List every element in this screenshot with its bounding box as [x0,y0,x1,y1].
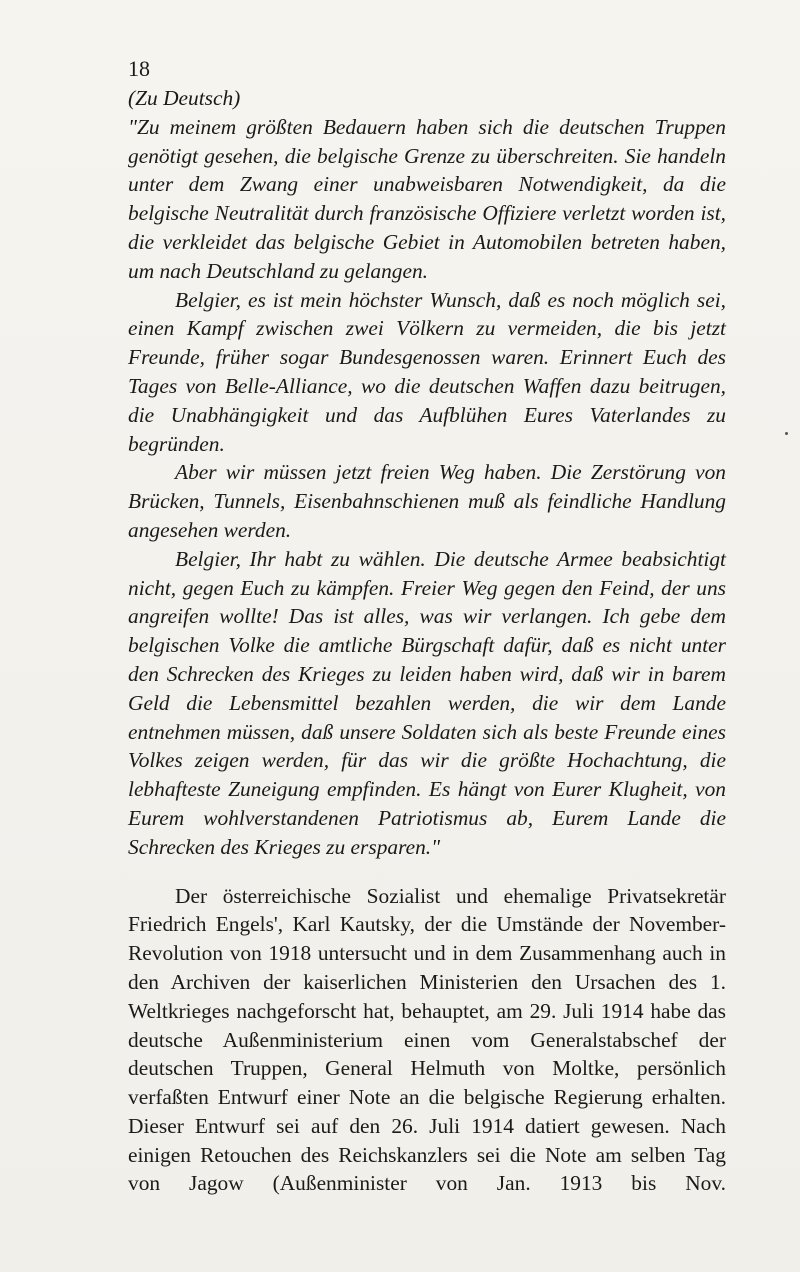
quote-paragraph-4: Belgier, Ihr habt zu wählen. Die deutsche Armee beabsichtigt nicht, gegen Euch zu kämpfen. Freier Weg gegen den Feind, der uns angreifen wollte! Das ist alles, was wir verlangen. Ich gebe dem belgischen Volke die amtliche Bürgschaft dafür, daß es nicht unter den Schrecken des Krieges zu leiden haben wird, daß wir in barem Geld die Lebensmittel bezahlen werden, die wir dem Lande entnehmen müssen, daß unsere Soldaten sich als beste Freunde eines Volkes zeigen werden, für das wir die größte Hochachtung, die lebhafteste Zuneigung empfinden. Es hängt von Eurer Klugheit, von Eurem wohlverstandenen Patriotismus ab, Eurem Lande die Schrecken des Krieges zu ersparen." [128,546,726,859]
quote-heading: (Zu Deutsch) [128,86,241,110]
page-text [128,84,726,1198]
quote-paragraph-1: "Zu meinem größten Bedauern haben sich die deutschen Truppen genötigt gesehen, die belgische Grenze zu überschreiten. Sie handeln unter dem Zwang einer unabweisbaren Notwendigkeit, da die belgische Neutralität durch französische Offiziere verletzt worden ist, die verkleidet das belgische Gebiet in Automobilen betreten haben, um nach Deutschland zu gelangen. [128,114,726,283]
quote-paragraph-3: Aber wir müssen jetzt freien Weg haben. Die Zerstörung von Brücken, Tunnels, Eisenbahnschienen muß als feindliche Handlung angesehen werden. [128,460,726,542]
body-paragraph: Der österreichische Sozialist und ehemalige Privatsekretär Friedrich Engels', Karl Kautsky, der die Umstände der November-Revolution von 1918 untersucht und in dem Zusammenhang auch in den Archiven der kaiserlichen Ministerien den Ursachen des 1. Weltkrieges nachgeforscht hat, behauptet, am 29. Juli 1914 habe das deutsche Außenministerium einen vom Generalstabschef der deutschen Truppen, General Helmuth von Moltke, persönlich verfaßten Entwurf einer Note an die belgische Regierung erhalten. Dieser Entwurf sei auf den 26. Juli 1914 datiert gewesen. Nach einigen Retouchen des Reichskanzlers sei die Note am selben Tag von Jagow (Außenminister von Jan. 1913 bis Nov. [128,883,726,1196]
margin-speck [785,432,788,435]
page-number: 18 [128,56,150,81]
quote-paragraph-2: Belgier, es ist mein höchster Wunsch, daß es noch möglich sei, einen Kampf zwischen zwei Völkern zu vermeiden, die bis jetzt Freunde, früher sogar Bundesgenossen waren. Erinnert Euch des Tages von Belle-Alliance, wo die deutschen Waffen dazu beitrugen, die Unabhängigkeit und das Aufblühen Eures Vaterlandes zu begründen. [128,287,726,456]
